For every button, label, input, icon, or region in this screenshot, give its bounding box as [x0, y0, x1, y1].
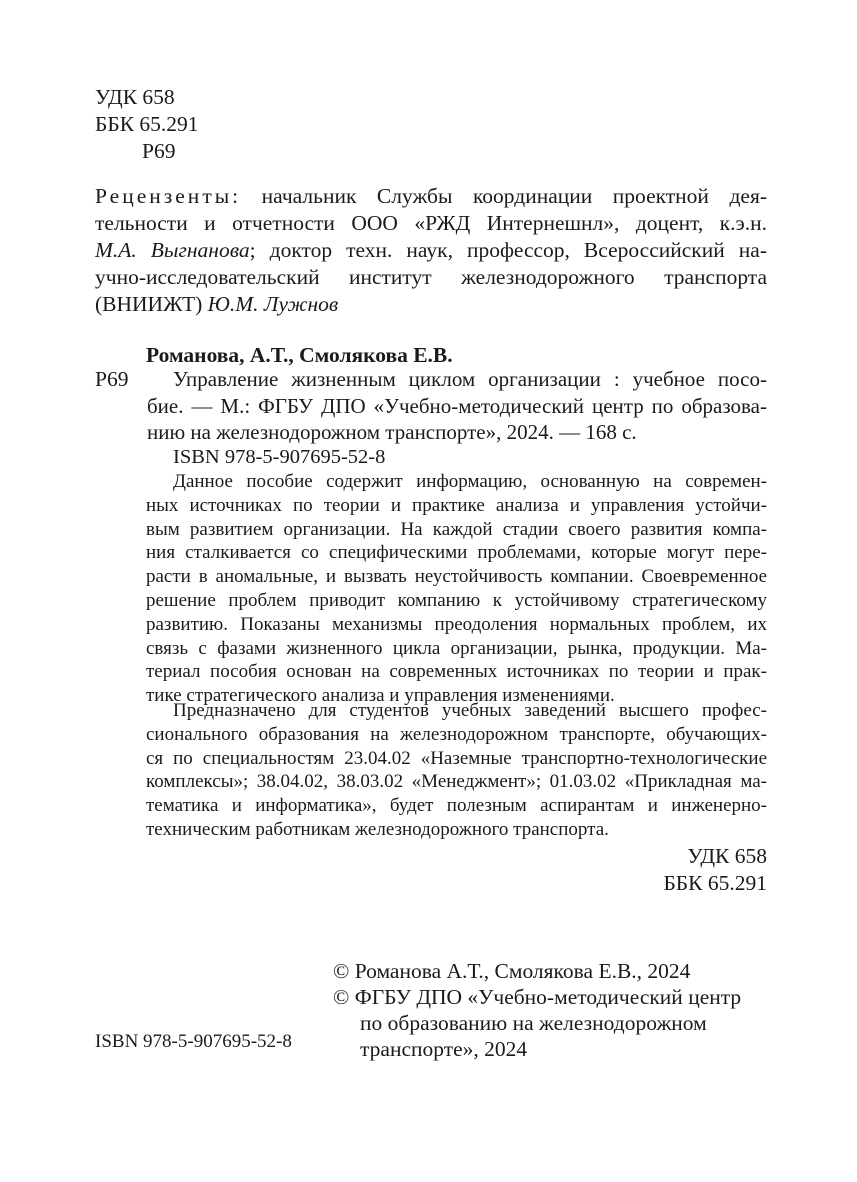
reviewers-label: Рецензенты: — [95, 184, 242, 208]
abstract-paragraph — [146, 470, 767, 708]
copyright-publisher-cont-2: транспорте», 2024 — [360, 1037, 528, 1061]
udk-code: УДК 658 — [95, 85, 175, 109]
abstract-line: развитию. Показаны механизмы преодоления нормальных проблем, их — [146, 613, 767, 635]
purpose-paragraph — [146, 699, 767, 842]
reviewer-name-1: М.А. Выгнанова — [95, 238, 250, 262]
abstract-line: териал пособия основан на современных источниках по теории и прак- — [146, 661, 767, 683]
abstract-line: Данное пособие содержит информацию, основанную на современ- — [173, 471, 767, 492]
card-authors: Романова, А.Т., Смолякова Е.В. — [146, 343, 453, 367]
purpose-line: комплексы»; 38.04.02, 38.03.02 «Менеджмент»; 01.03.02 «Прикладная ма- — [146, 771, 767, 793]
author-mark-code: Р69 — [142, 139, 176, 163]
bbk-code-bottom: ББК 65.291 — [663, 871, 767, 895]
card-author-mark: Р69 — [95, 367, 129, 391]
bbk-code: ББК 65.291 — [95, 112, 199, 136]
bibliographic-description — [147, 366, 767, 446]
reviewers-line-3: М.А. Выгнанова; доктор техн. наук, профессор, Всероссийский на- — [95, 238, 767, 262]
copyright-authors: © Романова А.Т., Смолякова Е.В., 2024 — [333, 959, 691, 983]
reviewers-line-1: Рецензенты: начальник Службы координации проектной дея- — [95, 184, 767, 208]
reviewers-line-5: (ВНИИЖТ) Ю.М. Лужнов — [95, 292, 339, 316]
bottom-classification-codes — [663, 843, 767, 897]
purpose-line: Предназначено для студентов учебных заведений высшего профес- — [173, 700, 767, 721]
biblio-line-1: Управление жизненным циклом организации : учебное посо- — [173, 367, 767, 391]
abstract-line: связь с фазами жизненного цикла организации, рынка, продукции. Ма- — [146, 637, 767, 659]
reviewers-line-4: учно-исследовательский институт железнодорожного транспорта — [95, 265, 767, 289]
abstract-line: вым развитием организации. На каждой стадии своего развития компа- — [146, 518, 767, 540]
top-classification-codes — [95, 84, 199, 165]
abstract-line: тике стратегического анализа и управления изменениями. — [146, 685, 615, 707]
purpose-line: тематика и информатика», будет полезным аспирантам и инженерно- — [146, 795, 767, 817]
abstract-line: решение проблем приводит компанию к устойчивому стратегическому — [146, 589, 767, 611]
reviewers-block — [95, 183, 767, 318]
biblio-line-2: бие. — М.: ФГБУ ДПО «Учебно-методический центр по образова- — [147, 393, 767, 418]
copyright-publisher-cont-1: по образованию на железнодорожном — [360, 1011, 707, 1035]
udk-code-bottom: УДК 658 — [687, 844, 767, 868]
purpose-line: ся по специальностям 23.04.02 «Наземные транспортно-технологические — [146, 747, 767, 769]
isbn-bottom: ISBN 978-5-907695-52-8 — [95, 1031, 292, 1052]
card-isbn: ISBN 978-5-907695-52-8 — [173, 446, 386, 468]
abstract-line: ных источниках по теории и практике анализа и управления устойчи- — [146, 494, 767, 516]
purpose-line: техническим работникам железнодорожного транспорта. — [146, 818, 609, 840]
abstract-line: ния сталкивается со специфическими проблемами, которые могут пере- — [146, 542, 767, 564]
copyright-publisher: © ФГБУ ДПО «Учебно-методический центр — [333, 985, 742, 1009]
reviewer-name-2: Ю.М. Лужнов — [207, 292, 339, 316]
purpose-line: сионального образования на железнодорожном транспорте, обучающих- — [146, 723, 767, 745]
abstract-line: расти в аномальные, и вызвать неустойчивость компании. Своевременное — [146, 566, 767, 588]
copyright-block — [333, 958, 741, 1062]
biblio-line-3: нию на железнодорожном транспорте», 2024. — 168 с. — [147, 420, 637, 444]
reviewers-line-2: тельности и отчетности ООО «РЖД Интернешнл», доцент, к.э.н. — [95, 211, 767, 235]
